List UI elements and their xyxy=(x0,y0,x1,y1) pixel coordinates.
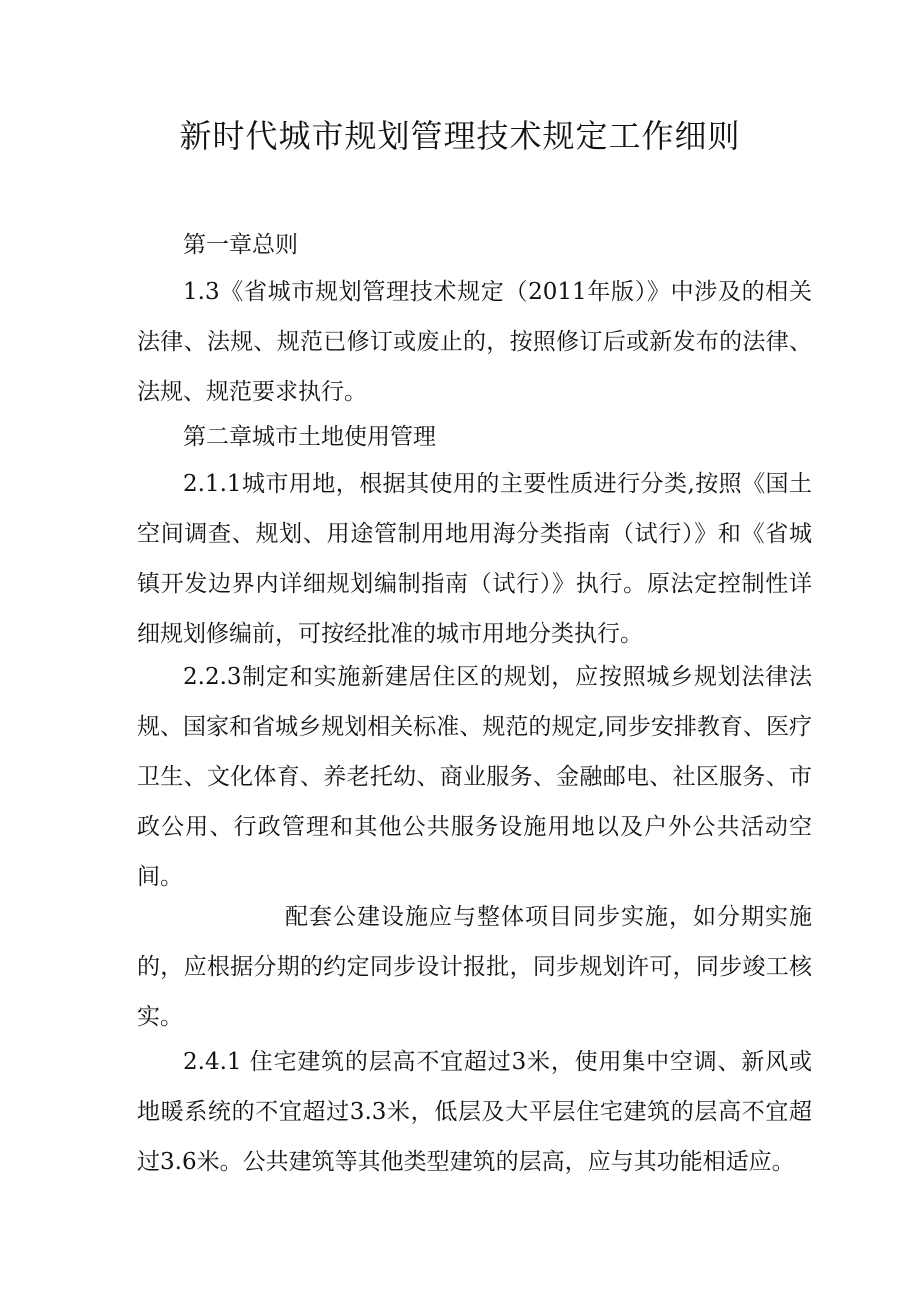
clause-2-1-1: 2.1.1城市用地，根据其使用的主要性质进行分类,按照《国土空间调查、规划、用途管制用地用海分类指南（试行）》和《省城镇开发边界内详细规划编制指南（试行）》执行。原法定控制性详细规划修编前，可按经批准的城市用地分类执行。 xyxy=(137,471,812,647)
document-title: 新时代城市规划管理技术规定工作细则 xyxy=(179,117,741,155)
chapter-one-heading: 第一章总则 xyxy=(183,232,298,258)
clause-1-3: 1.3《省城市规划管理技术规定（2011年版）》中涉及的相关法律、法规、规范已修订或废止的，按照修订后或新发布的法律、法规、规范要求执行。 xyxy=(137,279,812,405)
clause-2-2-3: 2.2.3制定和实施新建居住区的规划，应按照城乡规划法律法规、国家和省城乡规划相关标准、规范的规定,同步安排教育、医疗卫生、文化体育、养老托幼、商业服务、金融邮电、社区服务、市政公用、行政管理和其他公共服务设施用地以及户外公共活动空间。 xyxy=(137,664,812,890)
chapter-two-heading: 第二章城市土地使用管理 xyxy=(183,424,436,450)
clause-2-4-1: 2.4.1 住宅建筑的层高不宜超过3米，使用集中空调、新风或地暖系统的不宜超过3.3米，低层及大平层住宅建筑的层高不宜超过3.6米。公共建筑等其他类型建筑的层高，应与其功能相适应。 xyxy=(137,1049,812,1175)
supporting-facilities-paragraph: 配套公建设施应与整体项目同步实施，如分期实施的，应根据分期的约定同步设计报批，同步规划许可，同步竣工核实。 xyxy=(137,904,812,1030)
